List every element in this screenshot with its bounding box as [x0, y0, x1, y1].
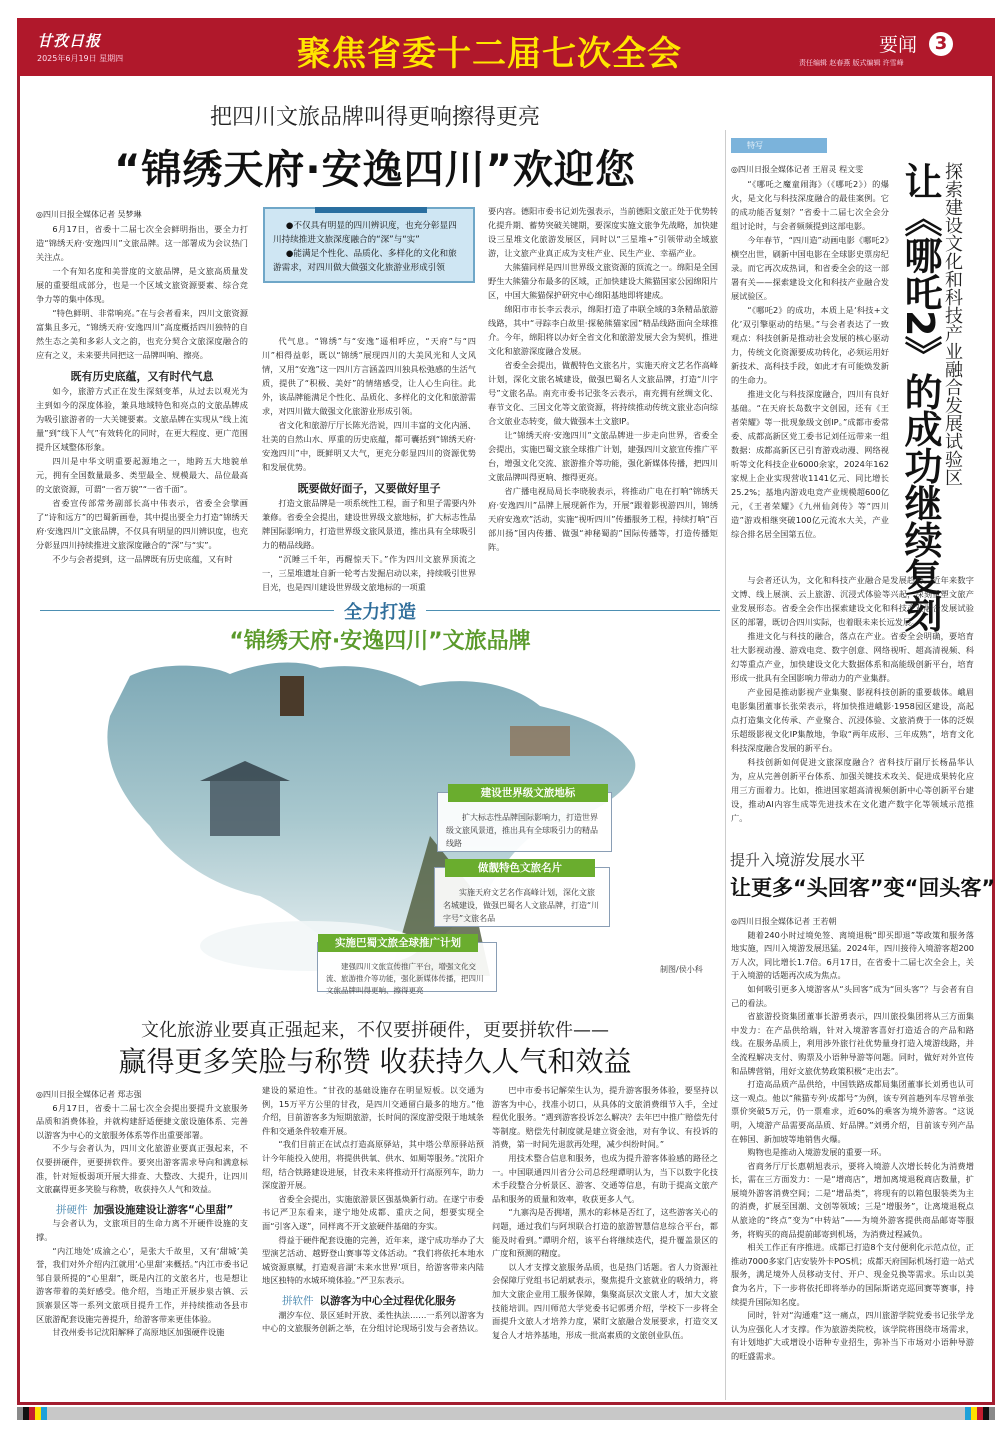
paragraph: 一个有知名度和美誉度的文旅品牌，是文旅高质量发展的重要组成部分，也是一个区域文旅资源要素、综合竞争力等的集中体现。: [36, 266, 248, 304]
subhead-text: 以游客为中心全过程优化服务: [319, 1294, 456, 1307]
infobox-text: 扩大标志性品牌国际影响力，打造世界级文旅风景道，推出具有全球吸引力的精品线路: [446, 813, 598, 848]
infobox-landmark: [437, 787, 612, 852]
article1-column-1: [36, 208, 248, 566]
paragraph: “《哪吒之魔童闹海》（《哪吒2》）的爆火，是文化与科技深度融合的最佳案例。它的成功能否复刻？”省委十二届七次全会分组讨论时，与会者频频提到这部电影。: [731, 179, 889, 231]
feature-tag: 特写: [731, 138, 827, 153]
subhead-text: 加强设施建设让游客“心里甜”: [93, 1203, 234, 1216]
article1-subhead-2: 既要做好面子，又要做好里子: [297, 482, 441, 495]
infographic: [30, 596, 730, 996]
infobox-name-card: [434, 862, 610, 927]
paragraph: 科技创新如何促进文旅深度融合？省科技厅副厅长杨晶华认为，应从完善创新平台体系、加强关键技术攻关、促进成果转化应用三方面着力。比如，推进国家超高清视频创新中心等创新平台建设，推动AI内容生成等先进技术在文化遗产数字化等领域示范推广。: [731, 757, 974, 823]
paragraph: 绵阳市市长李云表示，绵阳打造了串联全域的3条精品旅游线路，其中“寻踪李白故里·探秘熊猫家园”精品线路面向全球推介。今年，绵阳将以办好全省文化和旅游发展大会为契机，推进文化和旅游深度融合发展。: [488, 304, 718, 356]
paragraph: 四川是中华文明重要起源地之一，地跨五大地貌单元，拥有全国数量最多、类型最全、规模最大、品位最高的文旅资源，可谓“一省万貌”“一省千面”。: [36, 456, 248, 494]
color-swatch: [41, 1407, 47, 1420]
pagoda-illustration: [210, 781, 280, 836]
paragraph: 以人才支撑文旅服务品质，也是热门话题。省人力资源社会保障厅党组书记胡斌表示，聚焦提升文旅就业的吸纳力，将加大文旅企业用工服务保障，集聚高层次文旅人才，加大文旅技能培训。四川师范大学党委书记郭勇介绍，学校下一步将全面提升文旅人才培养力度，紧盯文旅融合发展要求，打造交叉复合人才培养基地，形成一批高素质的文旅创业队伍。: [492, 1261, 718, 1340]
paragraph: 潮汐车位、景区延时开放、柔性执法……一系列以游客为中心的文旅服务创新之举，在分组讨论现场引发与会者热议。: [262, 1309, 484, 1334]
editors-credit: 责任编辑 赵春燕 版式编辑 许雪峰: [799, 59, 904, 67]
pull-quote-bar: [315, 207, 427, 213]
article1-column-2: [262, 334, 476, 594]
section-name: 要闻: [879, 34, 918, 56]
issue-date: 2025年6月19日 星期四: [37, 54, 124, 63]
paragraph: 产业园是推动影视产业集聚、影视科技创新的重要载体。峨眉电影集团董事长张荣表示，将加快推进峨影·1958园区建设，高起点打造集文化传承、产业聚合、沉浸体验、文旅消费于一体的泛娱乐超级影视文化IP集散地，争取“两年成形、三年成熟”，培育文化科技深度融合发展的新平台。: [731, 687, 974, 753]
article1-headline: “锦绣天府·安逸四川”欢迎您: [114, 147, 636, 193]
paragraph: 与会者认为，文旅项目的生命力离不开硬件设施的支撑。: [36, 1218, 248, 1242]
paragraph: 省委宣传部常务副部长高中伟表示，省委全会擘画了“诗和远方”的巴蜀新画卷，其中提出要全力打造“锦绣天府·安逸四川”文旅品牌，不仅具有明显的四川辨识度，也充分彰显四川持续推进文旅深度融合的“深”与“实”。: [36, 498, 248, 550]
feature-kicker: 探索建设文化和科技产业融合发展试验区: [942, 162, 963, 486]
article3-kicker: 提升入境游发展水平: [730, 851, 866, 869]
graphic-credit: 制图/侯小科: [660, 965, 703, 974]
paragraph: 让“锦绣天府·安逸四川”文旅品牌进一步走向世界，省委全会提出，实施巴蜀文旅全球推广计划，建强四川文旅宣传推广平台，增强文化交流、旅游推介等功能，强化新媒体传播，把四川文旅品牌叫得更响、擦得更亮。: [488, 430, 718, 482]
paragraph: “沉睡三千年，再醒惊天下。”作为四川文旅界顶流之一，三星堆遗址自新一轮考古发掘启动以来，持续吸引世界目光，也是四川建设世界级文旅地标的一项重: [262, 554, 476, 592]
paragraph: 省广播电视局局长李晓骏表示，将推动广电在打响“锦绣天府·安逸四川”品牌上展现新作为，开展“跟着影视游四川，锦绣天府安逸欢”活动，实施“视听四川”传播服务工程，持续打响“百部川扬”国内传播、做强“神秘蜀韵”国际传播等，打造传播矩阵。: [488, 486, 718, 552]
paragraph: 不少与会者提到，这一品牌既有历史底蕴，又有时: [52, 554, 233, 564]
article1-kicker: 把四川文旅品牌叫得更响擦得更亮: [209, 105, 540, 130]
paragraph: 省商务厅厅长惠朝旭表示，要将入境游人次增长转化为消费增长，需在三方面发力：一是“增商店”，增加离境退税商店数量，扩展境外游客消费空间；二是“增品类”，将现有的以箱包服装类为主的消费，扩展至国潮、文创等领域；三是“增服务”，让离境退税点从旅途的“终点”变为“中转站”——为境外游客提供商品邮寄等服务，将购买的商品提前邮寄到机场，为消费过程减负。: [731, 1160, 974, 1239]
article1-subhead-1: 既有历史底蕴，又有时代气息: [70, 370, 214, 383]
paragraph: “内江地处‘成渝之心’，是张大千故里，又有‘甜城’美誉，我们对外介绍内江就用‘心里甜’来概括。”内江市委书记邹自景所提的“心里甜”，既是内江的文旅名片，也是想让游客带着的美好感受。他介绍，当地正开展步泉古镇、云顶寨景区等一系列文旅项目提升工作，并持续推动各县市区旅游配套设施完善提升，给游客带来更佳体验。: [36, 1245, 248, 1324]
paragraph: 不少与会者认为，四川文化旅游业要真正强起来，不仅要拼硬件，更要拼软件。要突出游客需求导向和满意标准，针对短板弱项开展大排查、大整改、大提升，让四川文旅赢得更多笑脸与称赞，收获持久人气和效益。: [36, 1143, 248, 1195]
infobox-title: 实施巴蜀文旅全球推广计划: [318, 934, 478, 952]
article2-headline: 赢得更多笑脸与称赞 收获持久人气和效益: [118, 1045, 632, 1078]
paragraph: 相关工作正有序推进。成都已打造8个支付便利化示范点位，正推动7000多家门店安装外卡POS机；成都天府国际机场打造一站式服务，满足境外人员移动支付、开户、现金兑换等需求。乐山以美食为名片，下一步将依托即将举办的国际斯诺克巡回赛等赛事，持续提升国际知名度。: [731, 1242, 974, 1307]
article3-byline: ◎四川日报全媒体记者 王若朝: [731, 917, 837, 926]
article2-subhead-2: [282, 1295, 484, 1309]
article3-headline: 让更多“头回客”变“回头客”: [730, 876, 996, 900]
paragraph: 如何吸引更多入境游客从“头回客”成为“回头客”？与会者有自己的看法。: [731, 983, 974, 1008]
paragraph: 大熊猫同样是四川世界级文旅资源的顶流之一。绵阳是全国野生大熊猫分布最多的区域，正加快建设大熊猫国家公园绵阳片区，中国大熊猫保护研究中心绵阳基地即将建成。: [488, 262, 718, 300]
subhead-tag: 拼软件: [282, 1294, 314, 1307]
paragraph: 6月17日，省委十二届七次全会鲜明指出，要全力打造“锦绣天府·安逸四川”文旅品牌。这一部署成为会议热门关注点。: [36, 224, 248, 262]
infographic-title: “锦绣天府·安逸四川”文旅品牌: [229, 629, 531, 654]
infobox-text: 建强四川文旅宣传推广平台，增强文化交流、旅游推介等功能，强化新媒体传播，把四川文旅品牌叫得更响、擦得更亮: [326, 962, 484, 995]
paragraph: 今年春节，“四川造”动画电影《哪吒2》横空出世，刷新中国电影在全球影史票房纪录。而它再次成热词，和省委全会的这一部署有关——探索建设文化和科技产业融合发展试验区。: [731, 235, 889, 301]
newspaper-logo: 甘孜日报: [37, 32, 102, 50]
city-gate-illustration: [510, 726, 570, 756]
feature-headline: 让《哪吒2》的成功继续复刻: [898, 162, 942, 632]
paragraph: 用技术整合信息和服务，也成为提升游客体验感的路径之一。中国联通四川省分公司总经理谭明认为，当下以数字化技术手段整合分析景区、游客、交通等信息，有助于提高文旅产品和服务的质量和效率，收获更多人气。: [492, 1152, 718, 1204]
infobox-title: 建设世界级文旅地标: [448, 784, 608, 802]
paragraph: 打造文旅品牌是一项系统性工程，面子和里子需要内外兼修。省委全会提出，建设世界级文旅地标，扩大标志性品牌国际影响力，打造世界级文旅风景道，推出具有全球吸引力的精品线路。: [262, 498, 476, 550]
print-color-bar: [17, 1407, 995, 1420]
tower-sign-illustration: [280, 676, 304, 716]
paragraph: “我们目前正在试点打造高原驿站，其中塔公草原驿站预计今年能投入使用，将提供供氧、供水、如厕等服务。”沈阳介绍，结合铁路建设进展，甘孜未来将推动开行高原列车，助力深度游开展。: [262, 1139, 484, 1191]
infobox-text: 实施天府文艺名作高峰计划，深化文旅名城建设，做强巴蜀名人文旅品牌，打造“川字号”文旅名品: [443, 888, 600, 923]
paragraph: “九寨沟是否拥堵，黑水的彩林是否红了，这些游客关心的问题，通过我们与阿坝联合打造的旅游智慧信息综合平台，都能及时看到。”谭明介绍，该平台将继续迭代，提升覆盖景区的广度和预测的精度。: [492, 1207, 718, 1259]
paragraph: 省委全会提出，实施旅游景区强基焕新行动。在遂宁市委书记严卫东看来，遂宁地处成都、重庆之间，想要实现全面“引客入遂”，同样离不开文旅硬件基础的夯实。: [262, 1193, 484, 1231]
paragraph: 巴中市委书记解荣生认为，提升游客服务体验，要坚持以游客为中心，找准小切口，从具体的文旅消费细节入手，全过程优化服务。“遇到游客投诉怎么解决？去年巴中推广赔偿先付等制度。赔偿先付制度就是建立资金池，对有争议、有投诉的消费，第一时间先退款再处理，减少纠纷时间。”: [492, 1085, 718, 1150]
paragraph: “特色鲜明、非常响亮。”在与会者看来，四川文旅资源富集且多元，“锦绣天府·安逸四川”高度概括四川独特的自然生态之美和多彩人文之韵，也充分契合文旅深度融合的应有之义，未来要共同把这一品牌叫响、擦亮。: [36, 308, 248, 360]
infobox-title: 做靓特色文旅名片: [445, 859, 595, 877]
feature-column: [731, 163, 889, 541]
pull-quote-1: ●不仅具有明显的四川辨识度，也充分彰显四川持续推进文旅深度融合的“深”与“实”: [273, 221, 457, 245]
paragraph: 打造高品质产品供给，中国铁路成都局集团董事长刘勇也认可这一观点。他以“熊猫专列·成都号”为例，该专列首趟列车尽管单张票价突破5万元，仍一票难求，近60%的乘客为境外游客。“这说明，入境游产品需要高品质、好品牌。”刘勇介绍，目前该专列产品在韩国、新加坡等地销售火爆。: [731, 1079, 974, 1144]
paragraph: 要内容。德阳市委书记刘先强表示，当前德阳文旅正处于优势转化提升期、蓄势突破关键期，要深度实施文旅争先战略，加快建设三星堆文化旅游发展区，同时以“三星堆+”引领带动全域旅游，让文旅产业真正成为支柱产业、民生产业、幸福产业。: [488, 206, 718, 258]
paragraph: 建设的紧迫性。“甘孜的基础设施存在明显短板。以交通为例，15万平方公里的甘孜，是四川交通留白最多的地方。”他介绍，目前游客多为短期旅游，长时间的深度游受限于地域条件和交通条件较难开展。: [262, 1085, 484, 1136]
subhead-tag: 拼硬件: [56, 1203, 88, 1216]
paragraph: 代气息。“锦绣”与“安逸”遥相呼应，“天府”与“四川”相得益彰，既以“锦绣”展现四川的大美风光和人文风情，又用“安逸”这一四川方言涵盖四川独具松弛感的生活气质，提供了“积极、美好”的情绪感受，让人心生向往。此外，该品牌能满足个性化、品质化、多样化的文化和旅游需求，对四川做大做强文化旅游业形成引领。: [262, 336, 476, 416]
infographic-kicker: 全力打造: [334, 602, 426, 623]
paragraph: 与会者还认为，文化和科技产业融合是发展趋势。近年来数字文博、线上展演、云上旅游、沉浸式体验等兴起，深刻重塑文旅产业发展形态。省委全会作出探索建设文化和科技产业融合发展试验区的部署，既切合四川实际，也着眼未来长远发展。: [731, 575, 974, 627]
paragraph: 省委全会提出，做靓特色文旅名片，实施天府文艺名作高峰计划，深化文旅名城建设，做强巴蜀名人文旅品牌，打造“川字号”文旅名品。南充市委书记张冬云表示，南充拥有丝绸文化、春节文化、三国文化等文旅资源，将持续推动传统文旅业态向综合文旅业态转变，做大做强本土文旅IP。: [488, 360, 718, 426]
paragraph: 如今，旅游方式正在发生深刻变革，从过去以观光为主到如今的深度体验，兼具地域特色和亮点的文旅品牌成为吸引旅游者的一大关键要素。文旅品牌在实现从“线上流量”到“线下人气”有效转化的同时，在更大程度、更广范围提升区域整体形象。: [36, 386, 248, 452]
article2-kicker: 文化旅游业要真正强起来，不仅要拼硬件，更要拼软件——: [141, 1020, 609, 1041]
color-swatch: [989, 1407, 995, 1420]
article2-column-3: [492, 1084, 718, 1342]
masthead: [17, 18, 995, 76]
paragraph: 随着240小时过境免签、离境退税“即买即退”等政策和服务落地实施，四川入境游发展迅猛。2024年，四川接待入境游客超200万人次，同比增长1.7倍。6月17日，在省委十二届七次全会上，关于入境游的话题再次成为焦点。: [731, 929, 974, 981]
feature-column-wide: [731, 573, 974, 825]
section-banner: 聚焦省委十二届七次全会: [297, 34, 682, 74]
article1-column-3: [488, 204, 718, 554]
article3-column: [731, 915, 974, 1364]
article2-byline: ◎四川日报全媒体记者 郑志强: [36, 1090, 142, 1099]
paragraph: 6月17日，省委十二届七次全会提出要提升文旅服务品质和消费体验，并就构建舒适便捷文旅设施体系、完善以游客为中心的文旅服务体系等作出重要部署。: [36, 1102, 248, 1140]
article2-subhead-1: [56, 1204, 248, 1218]
article1-byline: ◎四川日报全媒体记者 吴梦琳: [36, 210, 142, 219]
paragraph: 得益于硬件配套设施的完善，近年来，遂宁成功举办了大型演艺活动、越野登山赛事等文体活动。“我们将依托本地水城资源禀赋，打造观音湖‘未来水世界’项目，给游客带来内陆地区独特的水城环境体验。”严卫东表示。: [262, 1234, 484, 1286]
paragraph: 甘孜州委书记沈阳解释了高原地区加强硬件设施: [52, 1327, 225, 1338]
article2-column-2: [262, 1084, 484, 1336]
paragraph: 购物也是推动入境游发展的重要一环。: [747, 1147, 887, 1158]
page-number-badge: 3: [929, 32, 953, 56]
paragraph: 省旅游投资集团董事长游勇表示，四川旅投集团将从三方面集中发力：在产品供给端，针对入境游客喜好打造适合的产品和路线。在服务品质上，利用涉外旅行社优势量身打造入境游线路，并全流程解决支付、购票及小语种导游等问题。同时，做好对外宣传和品牌营销，用好文旅优势政策积极“走出去”。: [731, 1011, 974, 1076]
article2-column-1: [36, 1088, 248, 1340]
paragraph: 省文化和旅游厅厅长陈光浩说，四川丰富的文化内涵、壮美的自然山水、厚重的历史底蕴，都可囊括到“锦绣天府·安逸四川”中，既鲜明又大气，更充分彰显四川的资源优势和发展优势。: [262, 420, 476, 472]
paragraph: 推进文化与科技深度融合，四川有良好基础。“在天府长岛数字文创园，还有《王者荣耀》等一批现象级文创IP。”成都市委常委、成都高新区党工委书记刘任远带来一组数据：成都高新区已引育游戏动漫、网络视听等文化科技企业6000余家，2024年162家规上企业实现营收1141亿元、同比增长25.2%；基地内游戏电竞产业规模超600亿元，《王者荣耀》《九州仙剑传》等“四川造”游戏相继突破100亿元流水大关，产业综合排名居全国第五位。: [731, 389, 889, 539]
pull-quote-box: [263, 207, 475, 283]
feature-byline: ◎四川日报全媒体记者 王眉灵 程文雯: [731, 165, 864, 174]
pull-quote-2: ●能满足个性化、品质化、多样化的文化和旅游需求，对四川做大做强文化旅游业形成引领: [273, 249, 457, 273]
paragraph: 同时，针对“沟通难”这一痛点，四川旅游学院党委书记张学龙认为应强化人才支撑。作为旅游类院校，该学院将围绕市场需求，有计划地扩大或增设小语种专业招生，弥补当下市场对小语种导游的旺盛需求。: [731, 1310, 974, 1361]
paragraph: “《哪吒2》的成功，本质上是‘科技+文化’双引擎驱动的结果。”与会者表达了一致观点：科技创新是推动社会发展的核心驱动力，传统文化资源要成功转化，必须运用好新技术、高科技手段，如此才有可能焕发新的生命力。: [731, 305, 889, 385]
paragraph: 推进文化与科技的融合，落点在产业。省委全会明确，要培育壮大影视动漫、游戏电竞、数字创意、网络视听、超高清视频、科幻等重点产业，加快建设文化大数据体系和高能级创新平台，培育形成一批具有全国影响力带动力的产业集群。: [731, 631, 974, 683]
infobox-global-promotion: [317, 937, 497, 995]
